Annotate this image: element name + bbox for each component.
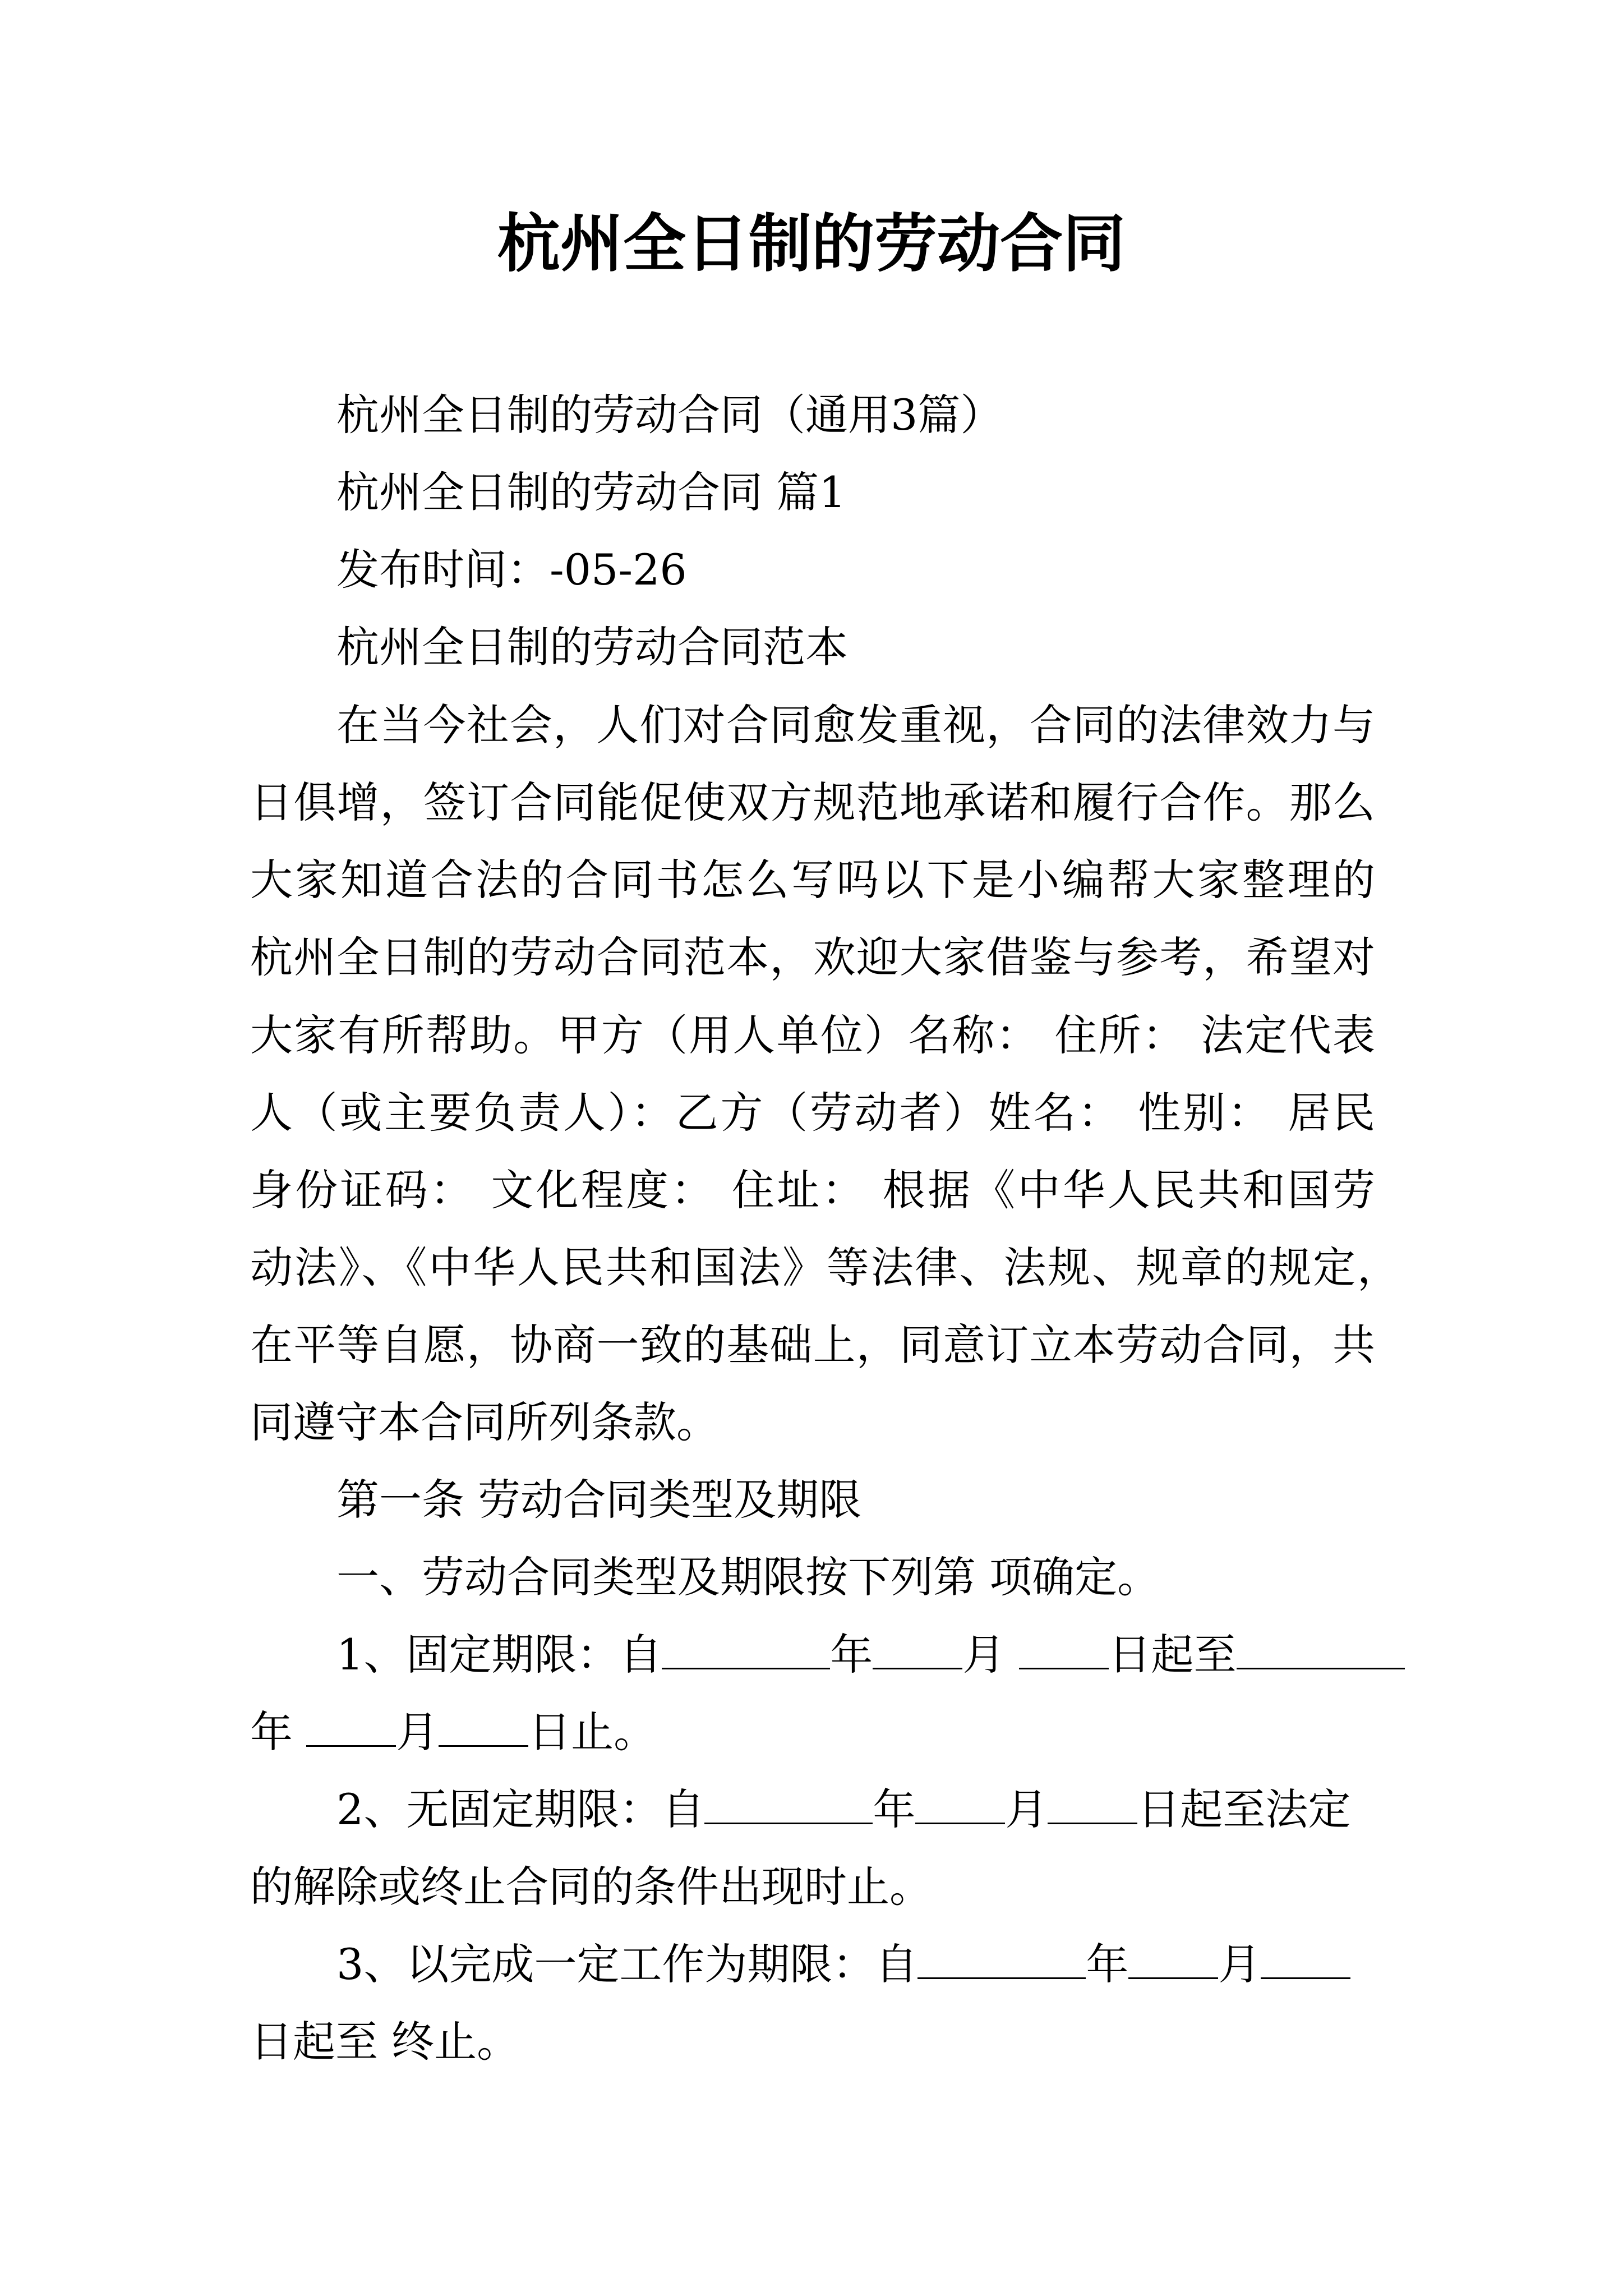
year-blank xyxy=(917,1943,1086,1979)
item-1-line-2 xyxy=(250,1704,656,1760)
year-label: 年 xyxy=(873,1784,916,1834)
part-heading: 杭州全日制的劳动合同 篇1 xyxy=(336,467,846,517)
document-title: 杭州全日制的劳动合同 xyxy=(497,207,1126,280)
month-label: 月 xyxy=(1005,1784,1048,1834)
intro-line: 日俱增，签订合同能促使双方规范地承诺和履行合作。那么 xyxy=(250,777,1375,827)
item-1-line xyxy=(336,1627,1405,1683)
item-2-line xyxy=(336,1782,1350,1838)
end-month-blank xyxy=(306,1710,396,1747)
template-heading: 杭州全日制的劳动合同范本 xyxy=(336,622,848,672)
day-blank xyxy=(1261,1943,1350,1979)
item-2-continuation: 的解除或终止合同的条件出现时止。 xyxy=(250,1862,932,1912)
intro-line: 在当今社会，人们对合同愈发重视，合同的法律效力与 xyxy=(336,700,1375,750)
intro-line: 杭州全日制的劳动合同范本，欢迎大家借鉴与参考，希望对 xyxy=(250,932,1375,982)
day-blank xyxy=(1048,1788,1137,1824)
month-label: 月 xyxy=(962,1630,1006,1680)
intro-line: 在平等自愿，协商一致的基础上，同意订立本劳动合同，共 xyxy=(250,1320,1375,1370)
publish-date: 发布时间：-05-26 xyxy=(336,545,687,595)
year-blank xyxy=(662,1633,830,1669)
month-label: 月 xyxy=(1218,1939,1261,1989)
day-to-label: 日起至法定 xyxy=(1137,1784,1351,1834)
item-3-prefix: 3、以完成一定工作为期限：自 xyxy=(336,1939,918,1989)
day-blank xyxy=(1019,1633,1109,1669)
intro-line: 同遵守本合同所列条款。 xyxy=(250,1397,719,1447)
item-2-prefix: 2、无固定期限：自 xyxy=(336,1784,705,1834)
intro-line: 大家有所帮助。甲方（用人单位）名称： 住所： 法定代表 xyxy=(250,1010,1375,1060)
item-3-line xyxy=(336,1936,1350,1993)
year-label: 年 xyxy=(1086,1939,1129,1989)
item-3-continuation: 日起至 终止。 xyxy=(250,2017,520,2067)
intro-line: 动法》、《中华人民共和国法》等法律、法规、规章的规定， xyxy=(250,1243,1400,1292)
end-day-label: 日止。 xyxy=(528,1707,657,1757)
end-year-blank xyxy=(1237,1633,1405,1669)
end-day-blank xyxy=(439,1710,528,1747)
article-1-heading: 第一条 劳动合同类型及期限 xyxy=(336,1475,862,1525)
end-month-label: 月 xyxy=(396,1707,439,1757)
month-blank xyxy=(915,1788,1005,1824)
item-1-prefix: 1、固定期限：自 xyxy=(336,1630,662,1680)
year-blank xyxy=(704,1788,873,1824)
intro-line: 身份证码： 文化程度： 住址： 根据《中华人民共和国劳 xyxy=(250,1165,1375,1215)
clause-1: 一、劳动合同类型及期限按下列第 项确定。 xyxy=(336,1552,1160,1602)
start-day-label: 日起至 xyxy=(1108,1630,1237,1680)
end-year-label: 年 xyxy=(250,1707,293,1757)
document-subtitle: 杭州全日制的劳动合同（通用3篇） xyxy=(336,390,1003,440)
year-label: 年 xyxy=(830,1630,873,1680)
month-blank xyxy=(1128,1943,1218,1979)
month-blank xyxy=(873,1633,962,1669)
intro-line: 大家知道合法的合同书怎么写吗以下是小编帮大家整理的 xyxy=(250,855,1375,905)
intro-line: 人（或主要负责人）：乙方（劳动者）姓名： 性别： 居民 xyxy=(250,1088,1375,1138)
